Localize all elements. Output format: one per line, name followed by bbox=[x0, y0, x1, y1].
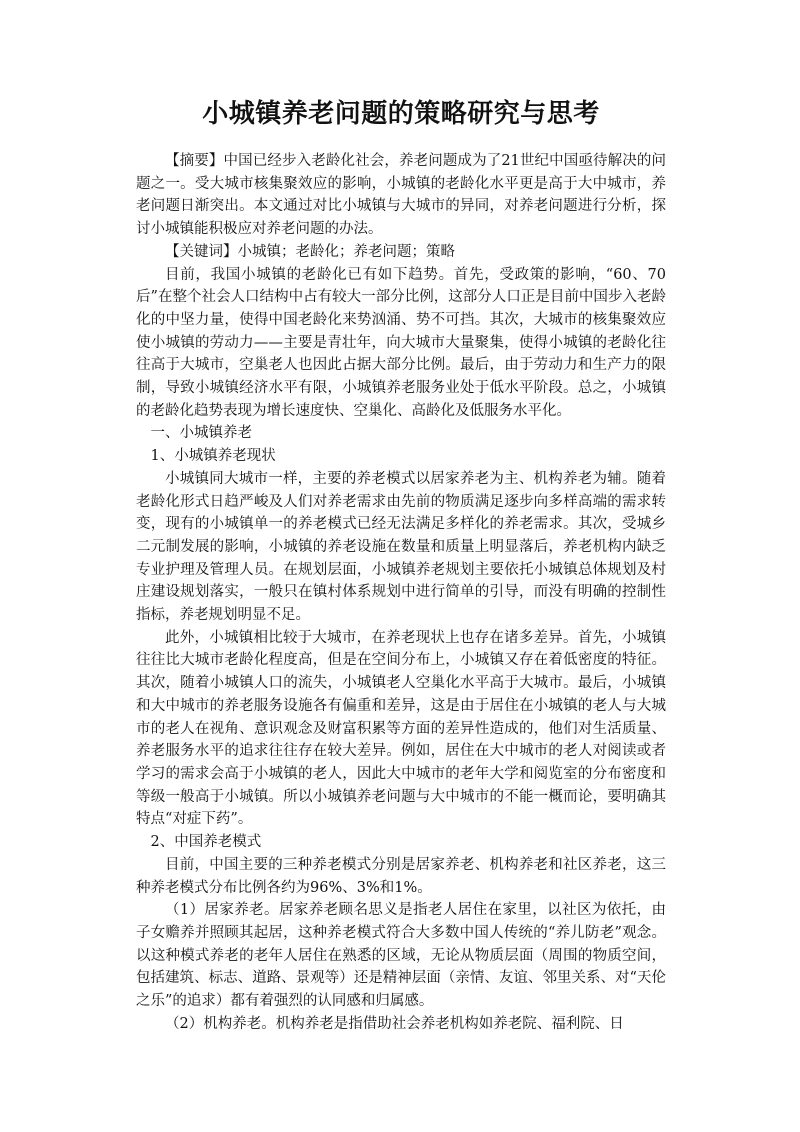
keywords-paragraph: 【关键词】小城镇；老龄化；养老问题；策略 bbox=[165, 243, 455, 260]
body-paragraph: 小城镇同大城市一样，主要的养老模式以居家养老为主、机构养老为辅。随着老龄化形式日趋严峻及人们对养老需求由先前的物质满足逐步向多样高端的需求转变，现有的小城镇单一的养老模式已经无法满足多样化的养老需求。其次，受城乡二元制发展的影响，小城镇的养老设施在数量和质量上明显落后，养老机构内缺乏专业护理及管理人员。在规划层面，小城镇养老规划主要依托小城镇总体规划及村庄建设规划落实，一般只在镇村体系规划中进行简单的引导，而没有明确的控制性指标，养老规划明显不足。 bbox=[136, 470, 666, 624]
section-heading-1: 一、小城镇养老 bbox=[150, 425, 252, 442]
body-paragraph: 目前，中国主要的三种养老模式分别是居家养老、机构养老和社区养老，这三种养老模式分布比例各约为96%、3%和1%。 bbox=[136, 856, 666, 896]
document-page bbox=[136, 96, 666, 1035]
subsection-heading-1: 1、小城镇养老现状 bbox=[150, 448, 276, 465]
body-paragraph: 此外，小城镇相比较于大城市，在养老现状上也存在诸多差异。首先，小城镇往往比大城市老龄化程度高，但是在空间分布上，小城镇又存在着低密度的特征。其次，随着小城镇人口的流失，小城镇老人空巢化水平高于大城市。最后，小城镇和大中城市的养老服务设施各有偏重和差异，这是由于居住在小城镇的老人与大城市的老人在视角、意识观念及财富积累等方面的差异性造成的，他们对生活质量、养老服务水平的追求往往存在较大差异。例如，居住在大中城市的老人对阅读或者学习的需求会高于小城镇的老人，因此大中城市的老年大学和阅览室的分布密度和等级一般高于小城镇。所以小城镇养老问题与大中城市的不能一概而论，要明确其特点“对症下药”。 bbox=[136, 629, 666, 828]
subsection-heading-2: 2、中国养老模式 bbox=[150, 834, 262, 851]
body-paragraph: （1）居家养老。居家养老顾名思义是指老人居住在家里，以社区为依托，由子女赡养并照顾其起居，这种养老模式符合大多数中国人传统的“养儿防老”观念。以这种模式养老的老年人居住在熟悉的区域，无论从物质层面（周围的物质空间，包括建筑、标志、道路、景观等）还是精神层面（亲情、友谊、邻里关系、对“天伦之乐”的追求）都有着强烈的认同感和归属感。 bbox=[136, 902, 666, 1010]
body-paragraph: （2）机构养老。机构养老是指借助社会养老机构如养老院、福利院、日 bbox=[165, 1015, 624, 1032]
document-title: 小城镇养老问题的策略研究与思考 bbox=[202, 99, 600, 129]
intro-paragraph: 目前，我国小城镇的老龄化已有如下趋势。首先，受政策的影响，“60、70后”在整个社会人口结构中占有较大一部分比例，这部分人口正是目前中国步入老龄化的中坚力量，使得中国老龄化来势汹涌、势不可挡。其次，大城市的核集聚效应使小城镇的劳动力——主要是青壮年，向大城市大量聚集，使得小城镇的老龄化往往高于大城市，空巢老人也因此占据大部分比例。最后，由于劳动力和生产力的限制，导致小城镇经济水平有限，小城镇养老服务业处于低水平阶段。总之，小城镇的老龄化趋势表现为增长速度快、空巢化、高龄化及低服务水平化。 bbox=[136, 266, 666, 419]
abstract-paragraph: 【摘要】中国已经步入老龄化社会，养老问题成为了21世纪中国亟待解决的问题之一。受大城市核集聚效应的影响，小城镇的老龄化水平更是高于大中城市，养老问题日渐突出。本文通过对比小城镇与大城市的异同，对养老问题进行分析，探讨小城镇能积极应对养老问题的办法。 bbox=[136, 153, 666, 238]
